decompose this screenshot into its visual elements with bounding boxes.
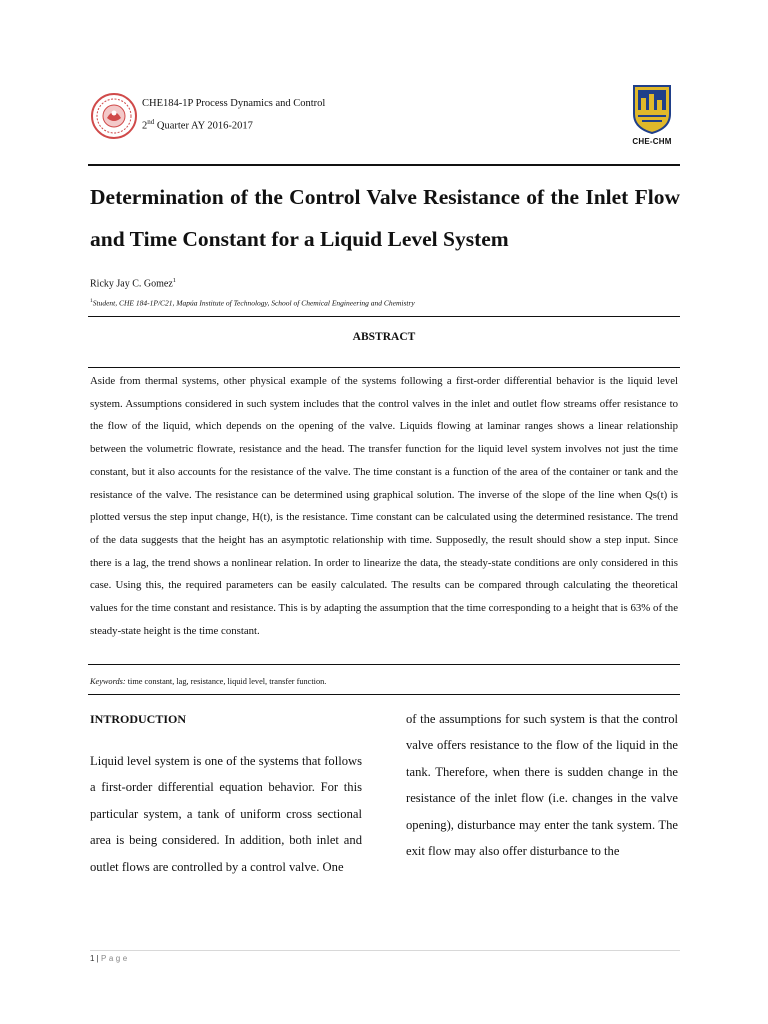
header-divider (88, 164, 680, 166)
quarter-line: 2nd Quarter AY 2016-2017 (142, 118, 253, 132)
page-word: Page (100, 954, 130, 963)
author-line: Ricky Jay C. Gomez$^1$ (90, 277, 177, 290)
course-title: CHE184-1P Process Dynamics and Control (142, 98, 326, 109)
course-info (142, 94, 325, 136)
keywords-divider (88, 694, 680, 695)
abstract-bottom-divider (88, 664, 680, 665)
affiliation-text: Student, CHE 184-1P/C21, Mapúa Institute of Technology, School of Chemical Engineering and Chemistry (92, 298, 415, 308)
document-header (90, 84, 680, 154)
keywords-line (90, 677, 326, 686)
introduction-right-column: of the assumptions for such system is that the control valve offers resistance to the flow of the liquid in the tank. Therefore, when there is sudden change in the resistance of the inlet flow (i.e. changes in the valve opening), disturbance may enter the tank system. The exit flow may also offer disturbance to the (406, 712, 678, 859)
page-number: 1 (90, 954, 95, 963)
university-seal-icon (90, 92, 138, 140)
abstract-top-divider (88, 367, 680, 368)
che-chm-shield-icon (632, 84, 672, 134)
introduction-heading: INTRODUCTION (90, 712, 187, 726)
keywords-label: Keywords: (90, 677, 126, 686)
author-name: Ricky Jay C. Gomez (90, 278, 173, 290)
affiliation-divider (88, 316, 680, 317)
department-logo (624, 84, 680, 146)
introduction-left-column: Liquid level system is one of the systems that follows a first-order differential equation behavior. For this particular system, a tank of uniform cross sectional area is being considered. In addition, both inlet and outlet flows are controlled by a control valve. One (90, 754, 362, 874)
abstract-body: Aside from thermal systems, other physical example of the systems following a first-order differential behavior is the liquid level system. Assumptions considered in such system includes that the control valves in the inlet and outlet flow streams offer resistance to the flow of the liquid, which depends on the opening of the valve. Liquids flowing at laminar ranges shows a linear relationship between the volumetric flowrate, resistance and the head. The transfer function for the liquid level system involves not just the time constant, but it also accounts for the resistance of the valve. The time constant is a function of the area of the container or tank and the resistance of the valve. The resistance can be determined using graphical solution. The inverse of the slope of the line when Qs(t) is plotted versus the step input change, H(t), is the resistance. Time constant can be calculated using the determined resistance. The trend of the data suggests that the height has an asymptotic relationship with time. Supposedly, the result should show a step input. Since there is a lag, the trend shows a nonlinear relation. In order to linearize the data, the steady-state conditions are only considered in this case. Using this, the required parameters can be easily calculated. The results can be compared through calculating the theoretical values for the time constant and resistance. This is by adapting the assumption that the time corresponding to a height that is 63% of the steady-state height is the time constant. (90, 375, 678, 637)
affiliation-line: $^1$Student, CHE 184-1P/C21, Mapúa Institute of Technology, School of Chemical Engineering and Chemistry (90, 298, 415, 308)
abstract-heading: ABSTRACT (352, 331, 416, 343)
logo-label: CHE-CHM (632, 137, 672, 146)
paper-title: Determination of the Control Valve Resistance of the Inlet Flow and Time Constant for a Liquid Level System (90, 185, 680, 251)
keywords-text: time constant, lag, resistance, liquid level, transfer function. (125, 677, 327, 686)
footer-divider (90, 950, 680, 951)
page-footer: 1 | Page (90, 954, 130, 963)
